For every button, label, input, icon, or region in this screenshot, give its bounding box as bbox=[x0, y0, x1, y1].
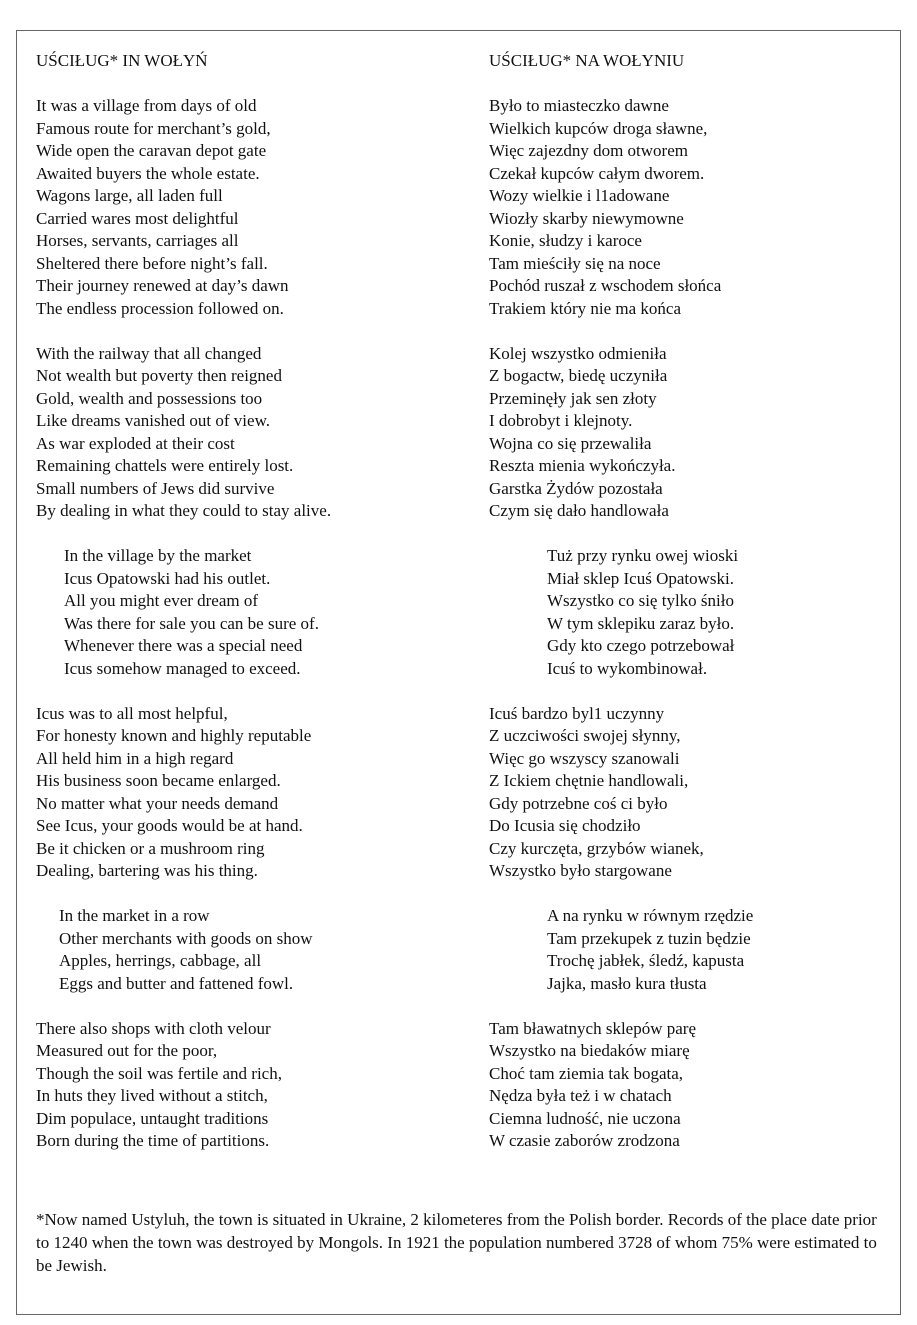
poem-line: Dealing, bartering was his thing. bbox=[36, 861, 258, 880]
poem-line: Wielkich kupców droga sławne, bbox=[489, 118, 708, 138]
poem-line: Horses, servants, carriages all bbox=[36, 231, 239, 250]
poem-line: Icus was to all most helpful, bbox=[36, 703, 228, 723]
poem-line: Tuż przy rynku owej wioski bbox=[547, 546, 739, 565]
poem-line: Born during the time of partitions. bbox=[36, 1131, 270, 1150]
poem-line: Trochę jabłek, śledź, kapusta bbox=[547, 951, 745, 970]
poem-line: Tam przekupek z tuzin będzie bbox=[547, 928, 751, 948]
poem-line: Sheltered there before night’s fall. bbox=[36, 253, 268, 273]
poem-line: Wszystko na biedaków miarę bbox=[489, 1041, 690, 1060]
poem-line: Było to miasteczko dawne bbox=[489, 96, 669, 115]
poem-line: Przeminęły jak sen złoty bbox=[489, 388, 657, 408]
footnote: *Now named Ustyluh, the town is situated in Ukraine, 2 kilometeres from the Polish border. Records of the place date prior to 1240 when the town was destroyed by Mongols. In 1921 the population numbered 3728 of whom 75% were estimated to be Jewish. bbox=[36, 1210, 877, 1275]
poem-line: His business soon became enlarged. bbox=[36, 771, 281, 790]
poem-line: Konie, słudzy i karoce bbox=[489, 231, 642, 250]
poem-line: Wiozły skarby niewymowne bbox=[489, 208, 684, 228]
poem-line: Wide open the caravan depot gate bbox=[36, 141, 267, 160]
poem-line: Pochód ruszał z wschodem słońca bbox=[489, 276, 722, 295]
polish-column bbox=[489, 50, 889, 1175]
poem-line: Measured out for the poor, bbox=[36, 1041, 218, 1060]
poem-line: Icus somehow managed to exceed. bbox=[64, 658, 301, 678]
poem-line: Czym się dało handlowała bbox=[489, 501, 669, 520]
poem-line: Nędza była też i w chatach bbox=[489, 1086, 672, 1105]
poem-line: Their journey renewed at day’s dawn bbox=[36, 276, 289, 295]
english-stanza-4 bbox=[36, 703, 456, 883]
poem-line: Dim populace, untaught traditions bbox=[36, 1108, 269, 1128]
poem-line: See Icus, your goods would be at hand. bbox=[36, 816, 303, 835]
poem-line: Awaited buyers the whole estate. bbox=[36, 163, 260, 183]
poem-line: I dobrobyt i klejnoty. bbox=[489, 411, 633, 430]
poem-line: Wszystko co się tylko śniło bbox=[547, 591, 734, 610]
poem-line: Though the soil was fertile and rich, bbox=[36, 1063, 282, 1083]
english-column bbox=[36, 50, 456, 1175]
poem-line: Czy kurczęta, grzybów wianek, bbox=[489, 838, 704, 858]
poem-line: Reszta mienia wykończyła. bbox=[489, 456, 676, 475]
poem-line: Gdy kto czego potrzebował bbox=[547, 636, 735, 655]
english-title: UŚCIŁUG* IN WOŁYŃ bbox=[36, 51, 208, 70]
poem-line: Eggs and butter and fattened fowl. bbox=[59, 973, 294, 993]
poem-line: Wagons large, all laden full bbox=[36, 186, 223, 205]
poem-line: Tam bławatnych sklepów parę bbox=[489, 1018, 696, 1038]
polish-stanza-5 bbox=[489, 905, 889, 995]
poem-line: Wszystko było stargowane bbox=[489, 861, 672, 880]
english-stanza-6 bbox=[36, 1018, 456, 1153]
poem-line: By dealing in what they could to stay alive. bbox=[36, 501, 332, 520]
poem-line: Tam mieściły się na noce bbox=[489, 253, 661, 273]
english-stanza-5 bbox=[36, 905, 456, 995]
poem-line: Jajka, masło kura tłusta bbox=[547, 973, 707, 993]
poem-line: Czekał kupców całym dworem. bbox=[489, 163, 705, 183]
polish-stanza-6 bbox=[489, 1018, 889, 1153]
poem-line: Choć tam ziemia tak bogata, bbox=[489, 1063, 684, 1083]
poem-line: There also shops with cloth velour bbox=[36, 1018, 271, 1038]
poem-line: Gdy potrzebne coś ci było bbox=[489, 793, 668, 813]
poem-line: Kolej wszystko odmieniła bbox=[489, 343, 667, 363]
poem-line: Famous route for merchant’s gold, bbox=[36, 118, 271, 138]
english-stanza-2 bbox=[36, 343, 456, 523]
poem-line: Z Ickiem chętnie handlowali, bbox=[489, 771, 689, 790]
poem-line: With the railway that all changed bbox=[36, 343, 262, 363]
poem-line: Whenever there was a special need bbox=[64, 636, 303, 655]
poem-line: Icus Opatowski had his outlet. bbox=[64, 568, 271, 588]
poem-line: Icuś bardzo byl1 uczynny bbox=[489, 703, 665, 723]
poem-line: Be it chicken or a mushroom ring bbox=[36, 838, 265, 858]
poem-line: Icuś to wykombinował. bbox=[547, 658, 708, 678]
polish-stanza-4 bbox=[489, 703, 889, 883]
poem-line: Remaining chattels were entirely lost. bbox=[36, 456, 294, 475]
poem-line: Like dreams vanished out of view. bbox=[36, 411, 270, 430]
polish-stanza-3 bbox=[489, 545, 889, 680]
polish-stanza-1 bbox=[489, 95, 889, 320]
poem-line: Z bogactw, biedę uczyniła bbox=[489, 366, 668, 385]
poem-line: For honesty known and highly reputable bbox=[36, 726, 312, 745]
poem-line: Gold, wealth and possessions too bbox=[36, 388, 263, 408]
poem-line: In huts they lived without a stitch, bbox=[36, 1086, 268, 1105]
english-stanza-3 bbox=[36, 545, 456, 680]
poem-line: A na rynku w równym rzędzie bbox=[547, 906, 754, 925]
english-stanza-1 bbox=[36, 95, 456, 320]
poem-line: Wojna co się przewaliła bbox=[489, 433, 652, 453]
poem-line: Ciemna ludność, nie uczona bbox=[489, 1108, 681, 1128]
poem-line: In the village by the market bbox=[64, 546, 252, 565]
poem-line: As war exploded at their cost bbox=[36, 433, 235, 453]
poem-line: Apples, herrings, cabbage, all bbox=[59, 951, 262, 970]
poem-line: Was there for sale you can be sure of. bbox=[64, 613, 319, 633]
poem-line: Small numbers of Jews did survive bbox=[36, 478, 275, 498]
poem-line: Trakiem który nie ma końca bbox=[489, 298, 681, 318]
polish-stanza-2 bbox=[489, 343, 889, 523]
poem-line: Not wealth but poverty then reigned bbox=[36, 366, 282, 385]
polish-title: UŚCIŁUG* NA WOŁYNIU bbox=[489, 51, 685, 70]
poem-line: All held him in a high regard bbox=[36, 748, 234, 768]
poem-line: Garstka Żydów pozostała bbox=[489, 478, 663, 498]
poem-line: Więc go wszyscy szanowali bbox=[489, 748, 680, 768]
poem-line: Wozy wielkie i l1adowane bbox=[489, 186, 670, 205]
poem-line: Miał sklep Icuś Opatowski. bbox=[547, 568, 734, 588]
poem-line: All you might ever dream of bbox=[64, 591, 259, 610]
poem-line: No matter what your needs demand bbox=[36, 793, 279, 813]
poem-line: In the market in a row bbox=[59, 906, 210, 925]
poem-line: It was a village from days of old bbox=[36, 96, 257, 115]
poem-line: Other merchants with goods on show bbox=[59, 928, 313, 948]
poem-line: W tym sklepiku zaraz było. bbox=[547, 613, 735, 633]
poem-line: Więc zajezdny dom otworem bbox=[489, 141, 688, 160]
poem-line: Carried wares most delightful bbox=[36, 208, 239, 228]
poem-line: Z uczciwości swojej słynny, bbox=[489, 726, 681, 745]
poem-line: The endless procession followed on. bbox=[36, 298, 284, 318]
poem-line: Do Icusia się chodziło bbox=[489, 816, 641, 835]
poem-line: W czasie zaborów zrodzona bbox=[489, 1131, 680, 1150]
